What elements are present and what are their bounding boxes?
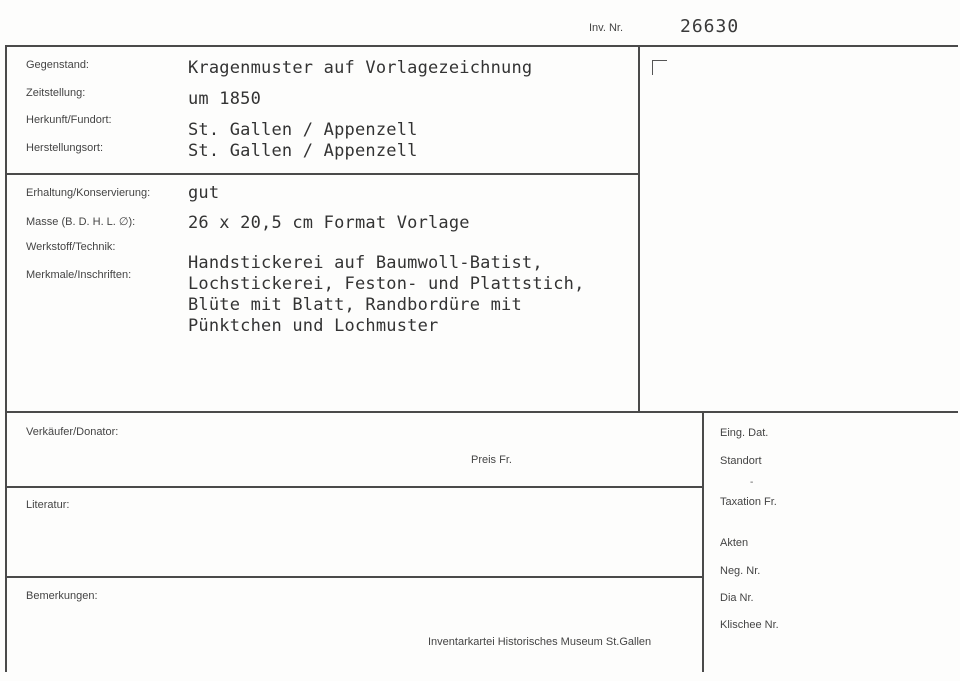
rule-section1-bottom	[5, 173, 638, 175]
merkmale-line: Handstickerei auf Baumwoll-Batist,	[188, 253, 543, 273]
merkmale-value	[188, 253, 585, 337]
herkunft-value: St. Gallen / Appenzell	[188, 120, 418, 140]
rule-upper-divider	[638, 45, 640, 412]
inv-nr-value: 26630	[680, 16, 740, 37]
rule-left-edge	[5, 45, 7, 672]
bemerkungen-label: Bemerkungen:	[26, 590, 98, 602]
zeitstellung-label: Zeitstellung:	[26, 87, 86, 99]
erhaltung-label: Erhaltung/Konservierung:	[26, 187, 151, 199]
merkmale-line: Pünktchen und Lochmuster	[188, 316, 439, 336]
dash-mark: -	[750, 477, 754, 488]
inv-nr-label: Inv. Nr.	[589, 22, 624, 34]
merkmale-label: Merkmale/Inschriften:	[26, 269, 132, 281]
herstellungsort-label: Herstellungsort:	[26, 142, 104, 154]
masse-value: 26 x 20,5 cm Format Vorlage	[188, 213, 470, 233]
taxation-label: Taxation Fr.	[720, 496, 777, 508]
neg-nr-label: Neg. Nr.	[720, 565, 761, 577]
gegenstand-label: Gegenstand:	[26, 59, 89, 71]
standort-label: Standort	[720, 455, 762, 467]
werkstoff-label: Werkstoff/Technik:	[26, 241, 116, 253]
rule-bemerkungen-top	[5, 576, 703, 578]
herkunft-label: Herkunft/Fundort:	[26, 114, 112, 126]
akten-label: Akten	[720, 537, 749, 549]
eing-dat-label: Eing. Dat.	[720, 427, 769, 439]
herstellungsort-value: St. Gallen / Appenzell	[188, 141, 418, 161]
rule-lower-divider	[702, 411, 704, 672]
verkaeufer-label: Verkäufer/Donator:	[26, 426, 119, 438]
masse-label: Masse (B. D. H. L. ∅):	[26, 216, 136, 228]
rule-middle	[5, 411, 958, 413]
merkmale-line: Blüte mit Blatt, Randbordüre mit	[188, 295, 522, 315]
gegenstand-value: Kragenmuster auf Vorlagezeichnung	[188, 58, 533, 78]
klischee-nr-label: Klischee Nr.	[720, 619, 779, 631]
literatur-label: Literatur:	[26, 499, 70, 511]
rule-top	[5, 45, 958, 47]
preis-label: Preis Fr.	[471, 454, 512, 466]
zeitstellung-value: um 1850	[188, 89, 262, 109]
footer-text: Inventarkartei Historisches Museum St.Gallen	[428, 636, 652, 648]
erhaltung-value: gut	[188, 183, 220, 203]
dia-nr-label: Dia Nr.	[720, 592, 754, 604]
rule-literatur-top	[5, 486, 703, 488]
corner-mark	[652, 60, 667, 75]
merkmale-line: Lochstickerei, Feston- und Plattstich,	[188, 274, 585, 294]
